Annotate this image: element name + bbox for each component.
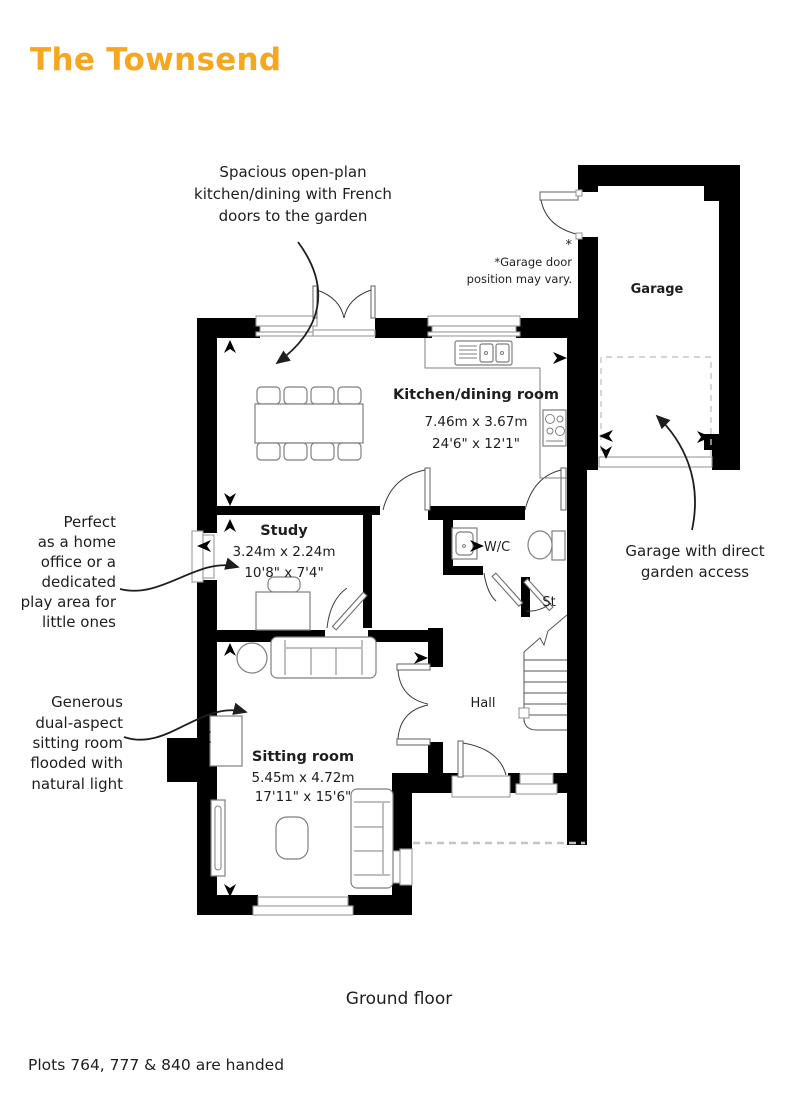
dining-table (255, 404, 363, 443)
garage-details (599, 357, 712, 467)
hall-window (516, 774, 557, 794)
kitchen-counter (425, 338, 567, 478)
garage-door (599, 457, 712, 467)
coffee-table (276, 817, 308, 859)
sofa-right (351, 789, 393, 888)
study-dim-imperial: 10'8" x 7'4" (244, 565, 324, 581)
hob (543, 410, 566, 446)
annotation-line: Generous (51, 693, 123, 711)
study-label: Study (260, 523, 308, 539)
annotation-line: doors to the garden (218, 207, 368, 225)
annotation-line: kitchen/dining with French (194, 185, 392, 203)
dining-set (255, 387, 363, 460)
wc-label: W/C (483, 540, 511, 555)
chimney-breast (167, 738, 197, 782)
study-window (192, 531, 214, 582)
kitchen-window-right (428, 316, 520, 336)
annotation-line: little ones (42, 613, 116, 631)
side-table (237, 643, 267, 673)
annotation-kitchen (194, 163, 392, 225)
sitting-window-bottom (253, 897, 353, 915)
radiator (211, 800, 225, 876)
stairs (519, 615, 567, 730)
annotation-line: dual-aspect (35, 714, 123, 732)
annotation-line: Spacious open-plan (219, 163, 367, 181)
sitting-dim-metric: 5.45m x 4.72m (251, 770, 355, 786)
annotation-line: *Garage door (494, 255, 572, 269)
sink-unit (455, 341, 512, 365)
cabinet (210, 716, 242, 766)
sitting-double-doors (397, 664, 430, 745)
study-furniture (256, 577, 310, 630)
garage-note-arrow (657, 416, 695, 530)
sitting-label: Sitting room (251, 749, 355, 765)
annotation-line: sitting room (32, 734, 123, 752)
annotation-line: Perfect (63, 513, 116, 531)
sofa-top (271, 637, 376, 678)
garage-walls (578, 165, 740, 470)
kitchen-door-right (525, 468, 566, 510)
annotation-garage (625, 542, 764, 581)
kitchen-window-left (256, 316, 317, 336)
kitchen-door-left (383, 468, 430, 510)
kitchen-dim-metric: 7.46m x 3.67m (424, 414, 528, 430)
annotation-garage-door-note (467, 238, 573, 286)
annotation-study (21, 513, 117, 631)
annotation-sitting (30, 693, 123, 793)
footer-note: Plots 764, 777 & 840 are handed (28, 1056, 285, 1074)
annotation-line: office or a (40, 553, 116, 571)
annotation-line: garden access (640, 563, 750, 581)
annotation-line: play area for (20, 593, 116, 611)
floor-label: Ground floor (345, 989, 453, 1009)
page-title: The Townsend (30, 42, 282, 78)
kitchen-dim-imperial: 24'6" x 12'1" (432, 436, 520, 452)
study-door (327, 588, 367, 630)
french-doors (313, 286, 375, 336)
annotation-line: as a home (37, 533, 116, 551)
annotation-line: natural light (31, 775, 123, 793)
annotation-line: dedicated (41, 573, 116, 591)
garage-label: Garage (630, 282, 684, 297)
wc-toilet (528, 531, 565, 560)
newel-post (519, 708, 529, 718)
garage-door-outline (599, 357, 712, 467)
annotation-line: flooded with (30, 754, 123, 772)
kitchen-note-arrow (277, 242, 318, 363)
garage-side-door (540, 190, 582, 239)
kitchen-label: Kitchen/dining room (392, 387, 560, 403)
hall-label: Hall (470, 696, 496, 711)
sitting-dim-imperial: 17'11" x 15'6" (254, 789, 352, 805)
annotation-line: position may vary. (466, 272, 572, 286)
study-note-arrow (120, 565, 238, 591)
asterisk: * (565, 238, 572, 253)
annotation-line: Garage with direct (625, 542, 765, 560)
wc-door (484, 573, 523, 606)
study-dim-metric: 3.24m x 2.24m (232, 544, 336, 560)
front-door (452, 741, 510, 797)
store-label: St (542, 595, 556, 610)
desk (256, 592, 310, 630)
